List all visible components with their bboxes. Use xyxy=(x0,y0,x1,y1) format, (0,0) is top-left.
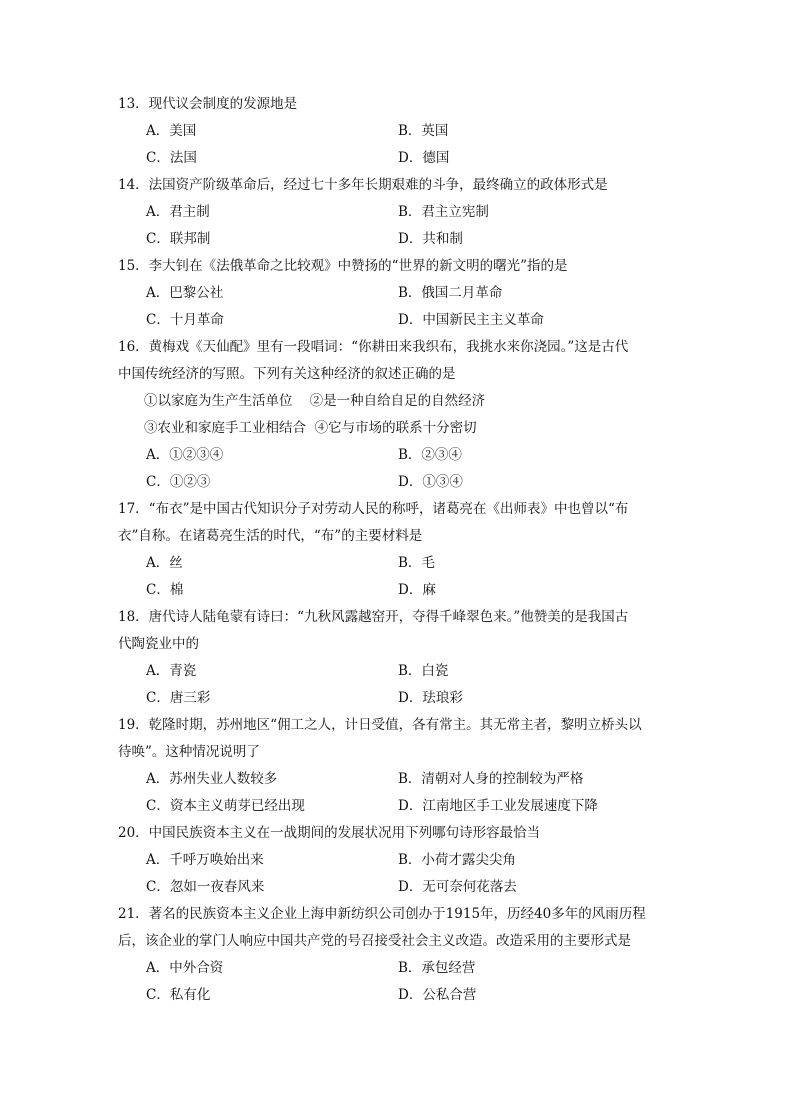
question xyxy=(118,604,678,712)
answer-option: C．①②③ xyxy=(146,474,211,490)
answer-option: B．承包经营 xyxy=(398,960,476,976)
question-stem-line: 18．唐代诗人陆龟蒙有诗曰：“九秋风露越窑开，夺得千峰翠色来。”他赞美的是我国古 xyxy=(118,609,629,625)
question-stem xyxy=(118,172,678,199)
question xyxy=(118,712,678,820)
question-stem-line: 中国传统经济的写照。下列有关这种经济的叙述正确的是 xyxy=(118,366,456,382)
question-stem-line: 19．乾隆时期，苏州地区“佣工之人，计日受值，各有常主。其无常主者，黎明立桥头以 xyxy=(118,717,642,733)
option-row xyxy=(118,199,678,226)
answer-option: D．珐琅彩 xyxy=(398,690,463,706)
answer-option: D．德国 xyxy=(398,150,450,166)
answer-option: C．唐三彩 xyxy=(146,690,211,706)
option-row xyxy=(118,469,678,496)
answer-option: D．中国新民主主义革命 xyxy=(398,312,544,328)
answer-option: D．江南地区手工业发展速度下降 xyxy=(398,798,598,814)
option-row xyxy=(118,550,678,577)
answer-option: D．公私合营 xyxy=(398,987,477,1003)
statement-line: ①以家庭为生产生活单位 ②是一种自给自足的自然经济 xyxy=(144,393,486,409)
answer-option: C．资本主义萌芽已经出现 xyxy=(146,798,305,814)
answer-option: A．苏州失业人数较多 xyxy=(146,771,278,787)
option-row xyxy=(118,685,678,712)
answer-option: A．中外合资 xyxy=(146,960,224,976)
option-row xyxy=(118,145,678,172)
option-row xyxy=(118,658,678,685)
answer-option: C．忽如一夜春风来 xyxy=(146,879,265,895)
question xyxy=(118,91,678,172)
question-stem-line: 13．现代议会制度的发源地是 xyxy=(118,96,298,112)
answer-option: A．美国 xyxy=(146,123,197,139)
answer-option: B．俄国二月革命 xyxy=(398,285,503,301)
answer-option: B．清朝对人身的控制较为严格 xyxy=(398,771,584,787)
answer-option: B．君主立宪制 xyxy=(398,204,489,220)
option-row xyxy=(118,793,678,820)
answer-option: A．千呼万唤始出来 xyxy=(146,852,264,868)
answer-option: B．小荷才露尖尖角 xyxy=(398,852,516,868)
answer-option: C．棉 xyxy=(146,582,184,598)
answer-option: C．私有化 xyxy=(146,987,211,1003)
question-stem xyxy=(118,253,678,280)
question-stem-line: 15．李大钊在《法俄革命之比较观》中赞扬的“世界的新文明的曙光”指的是 xyxy=(118,258,568,274)
exam-page xyxy=(118,91,678,1009)
question-stem xyxy=(118,496,678,550)
answer-option: C．十月革命 xyxy=(146,312,224,328)
answer-option: D．麻 xyxy=(398,582,436,598)
option-row xyxy=(118,118,678,145)
answer-option: D．共和制 xyxy=(398,231,463,247)
question xyxy=(118,901,678,1009)
option-row xyxy=(118,982,678,1009)
answer-option: D．①③④ xyxy=(398,474,463,490)
answer-option: D．无可奈何花落去 xyxy=(398,879,517,895)
question-stem-line: 待唤”。这种情况说明了 xyxy=(118,744,260,760)
answer-option: C．联邦制 xyxy=(146,231,211,247)
answer-option: B．英国 xyxy=(398,123,449,139)
question xyxy=(118,496,678,604)
answer-option: A．丝 xyxy=(146,555,183,571)
question-stem-line: 17．“布衣”是中国古代知识分子对劳动人民的称呼，诸葛亮在《出师表》中也曾以“布 xyxy=(118,501,629,517)
answer-option: B．白瓷 xyxy=(398,663,449,679)
option-row xyxy=(118,766,678,793)
question xyxy=(118,334,678,496)
question-stem-line: 21．著名的民族资本主义企业上海申新纺织公司创办于1915年，历经40多年的风雨历程 xyxy=(118,906,646,922)
option-row xyxy=(118,874,678,901)
answer-option: B．②③④ xyxy=(398,447,462,463)
answer-option: A．巴黎公社 xyxy=(146,285,224,301)
question-stem xyxy=(118,901,678,955)
statement-list xyxy=(118,388,678,442)
option-row xyxy=(118,280,678,307)
option-row xyxy=(118,442,678,469)
question xyxy=(118,820,678,901)
answer-option: A．青瓷 xyxy=(146,663,197,679)
question-stem xyxy=(118,334,678,388)
answer-option: C．法国 xyxy=(146,150,197,166)
answer-option: B．毛 xyxy=(398,555,435,571)
answer-option: A．①②③④ xyxy=(146,447,224,463)
option-row xyxy=(118,307,678,334)
question-stem-line: 衣”自称。在诸葛亮生活的时代，“布”的主要材料是 xyxy=(118,528,423,544)
question-stem xyxy=(118,91,678,118)
option-row xyxy=(118,847,678,874)
statement-line: ③农业和家庭手工业相结合 ④它与市场的联系十分密切 xyxy=(144,420,477,436)
question xyxy=(118,172,678,253)
question-stem-line: 14．法国资产阶级革命后，经过七十多年长期艰难的斗争，最终确立的政体形式是 xyxy=(118,177,608,193)
answer-option: A．君主制 xyxy=(146,204,210,220)
question-stem xyxy=(118,712,678,766)
option-row xyxy=(118,577,678,604)
question-stem-line: 16．黄梅戏《天仙配》里有一段唱词：“你耕田来我织布，我挑水来你浇园。”这是古代 xyxy=(118,339,629,355)
option-row xyxy=(118,226,678,253)
option-row xyxy=(118,955,678,982)
question-stem-line: 20．中国民族资本主义在一战期间的发展状况用下列哪句诗形容最恰当 xyxy=(118,825,541,841)
question-stem-line: 代陶瓷业中的 xyxy=(118,636,199,652)
question-stem xyxy=(118,604,678,658)
question-stem-line: 后，该企业的掌门人响应中国共产党的号召接受社会主义改造。改造采用的主要形式是 xyxy=(118,933,631,949)
question-stem xyxy=(118,820,678,847)
question xyxy=(118,253,678,334)
